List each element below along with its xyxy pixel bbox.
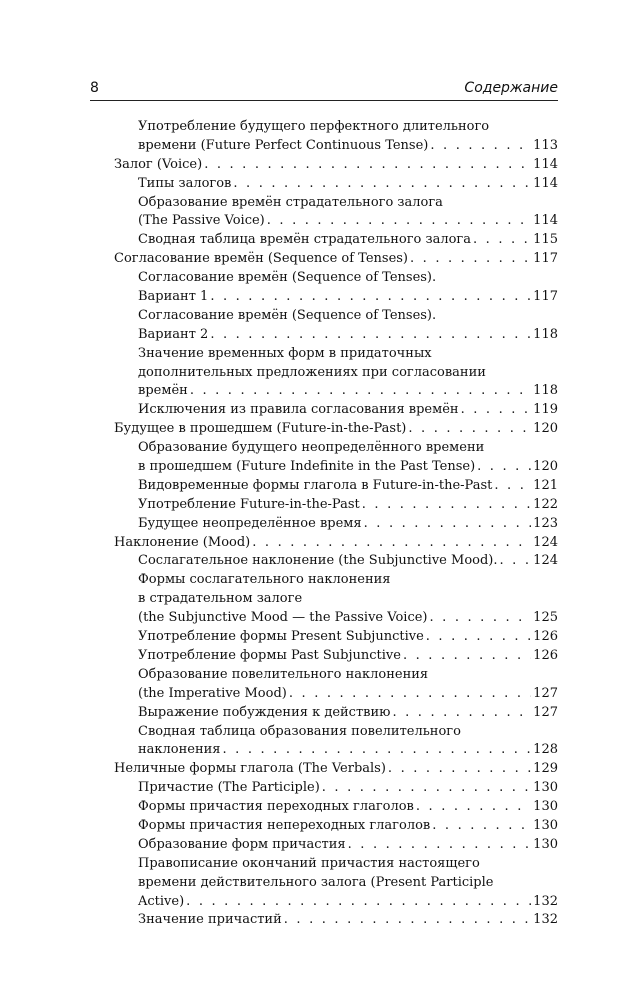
toc-entry-line xyxy=(138,477,558,496)
toc-entry-line xyxy=(138,817,558,836)
dot-leader xyxy=(210,326,531,345)
toc-entry-line xyxy=(114,156,558,175)
toc-entry-text: Употребление формы Present Subjunctive xyxy=(138,629,424,645)
toc-entry-text: времени (Future Perfect Continuous Tense) xyxy=(138,137,429,153)
toc-entry-text: Употребление Future-in-the-Past xyxy=(138,496,360,512)
toc-page-number: 119 xyxy=(533,402,558,418)
toc-entry xyxy=(138,194,558,232)
toc-page-number: 124 xyxy=(533,553,558,569)
toc-entry xyxy=(138,118,558,156)
toc-page-number: 125 xyxy=(533,610,558,626)
toc-page-number: 132 xyxy=(533,912,558,928)
dot-leader xyxy=(432,817,531,836)
toc-entry-text: наклонения xyxy=(138,742,221,758)
toc-entry-text: времён xyxy=(138,383,188,399)
toc-page-number: 123 xyxy=(533,515,558,531)
dot-leader xyxy=(410,250,531,269)
toc-entry-text: Active) xyxy=(138,893,185,909)
toc-entry-line xyxy=(138,175,558,194)
toc-page-number: 114 xyxy=(533,175,558,191)
toc-entry-line xyxy=(138,704,558,723)
toc-entry-line xyxy=(114,250,558,269)
toc-page-number: 126 xyxy=(533,629,558,645)
toc-entry-line xyxy=(138,326,558,345)
toc-page-number: 130 xyxy=(533,817,558,833)
toc-entry-line xyxy=(138,685,558,704)
toc-entry xyxy=(138,439,558,477)
toc-page-number: 130 xyxy=(533,836,558,852)
toc-page-number: 130 xyxy=(533,780,558,796)
toc-page-number: 120 xyxy=(533,421,558,437)
toc-entry xyxy=(138,911,558,930)
toc-entry xyxy=(114,250,558,269)
dot-leader xyxy=(348,836,532,855)
toc-entry xyxy=(138,628,558,647)
toc-entry xyxy=(138,496,558,515)
toc-entry-text: Исключения из правила согласования времён xyxy=(138,402,459,418)
dot-leader xyxy=(289,685,531,704)
section-title: Содержание xyxy=(464,80,558,96)
toc-page-number: 114 xyxy=(533,213,558,229)
toc-entry xyxy=(138,817,558,836)
toc-entry-line xyxy=(114,534,558,553)
toc-entry-line xyxy=(138,798,558,817)
toc-entry-text: Выражение побуждения к действию xyxy=(138,704,391,720)
toc-entry-text: Сослагательное наклонение (the Subjunctive Mood). xyxy=(138,553,498,569)
toc-entry-text: Причастие (The Participle) xyxy=(138,780,320,796)
toc-page-number: 117 xyxy=(533,289,558,305)
toc-entry-text: Согласование времён (Sequence of Tenses). xyxy=(138,270,437,286)
toc-entry xyxy=(138,269,558,307)
toc-entry-text: (The Passive Voice) xyxy=(138,213,265,229)
toc-page-number: 122 xyxy=(533,496,558,512)
toc-entry xyxy=(138,401,558,420)
toc-page-number: 127 xyxy=(533,704,558,720)
dot-leader xyxy=(252,534,531,553)
toc-page-number: 129 xyxy=(533,761,558,777)
toc-page-number: 114 xyxy=(533,156,558,172)
dot-leader xyxy=(204,156,531,175)
toc-page-number: 117 xyxy=(533,251,558,267)
toc-entry-text: Наклонение (Mood) xyxy=(114,534,251,550)
dot-leader xyxy=(403,647,531,666)
toc-entry-text: Употребление формы Past Subjunctive xyxy=(138,647,401,663)
dot-leader xyxy=(233,175,531,194)
toc-entry xyxy=(138,571,558,628)
toc-entry-text: Типы залогов xyxy=(138,175,232,191)
toc-entry-line xyxy=(138,893,558,912)
toc-entry-text: Образование форм причастия xyxy=(138,836,346,852)
toc-entry xyxy=(138,779,558,798)
table-of-contents xyxy=(114,118,558,930)
dot-leader xyxy=(494,477,531,496)
toc-entry-text: Неличные формы глагола (The Verbals) xyxy=(114,761,386,777)
dot-leader xyxy=(364,515,532,534)
toc-entry-text: Будущее неопределённое время xyxy=(138,515,362,531)
toc-entry xyxy=(138,647,558,666)
toc-entry xyxy=(138,666,558,704)
toc-entry-text: Формы причастия переходных глаголов xyxy=(138,799,414,815)
toc-entry-text: времени действительного залога (Present Participle xyxy=(138,874,494,890)
toc-entry-text: (the Subjunctive Mood — the Passive Voice) xyxy=(138,610,428,626)
toc-entry-text: (the Imperative Mood) xyxy=(138,685,287,701)
toc-entry-line xyxy=(138,609,558,628)
toc-entry-text: Значение временных форм в придаточных xyxy=(138,345,432,361)
toc-entry-line xyxy=(114,760,558,779)
toc-page-number: 132 xyxy=(533,893,558,909)
toc-entry xyxy=(138,307,558,345)
dot-leader xyxy=(267,212,531,231)
toc-entry-line xyxy=(138,401,558,420)
toc-entry-text: Формы причастия непереходных глаголов xyxy=(138,817,431,833)
dot-leader xyxy=(408,420,531,439)
dot-leader xyxy=(477,458,531,477)
toc-entry-text: Залог (Voice) xyxy=(114,156,203,172)
toc-entry xyxy=(114,420,558,439)
toc-entry xyxy=(138,552,558,571)
toc-entry-line xyxy=(138,212,558,231)
toc-entry xyxy=(114,760,558,779)
toc-entry-line xyxy=(138,496,558,515)
toc-entry-line xyxy=(138,647,558,666)
toc-page-number: 115 xyxy=(533,232,558,248)
dot-leader xyxy=(322,779,531,798)
toc-entry xyxy=(114,156,558,175)
toc-entry xyxy=(138,855,558,912)
toc-page-number: 118 xyxy=(533,383,558,399)
toc-page-number: 124 xyxy=(533,534,558,550)
dot-leader xyxy=(500,552,532,571)
dot-leader xyxy=(186,893,531,912)
toc-entry xyxy=(138,836,558,855)
toc-entry-text: Правописание окончаний причастия настоящего xyxy=(138,855,480,871)
dot-leader xyxy=(473,231,531,250)
toc-entry xyxy=(138,798,558,817)
toc-entry-text: Видовременные формы глагола в Future-in-the-Past xyxy=(138,477,493,493)
dot-leader xyxy=(416,798,531,817)
dot-leader xyxy=(461,401,532,420)
toc-entry-text: Употребление будущего перфектного длительного xyxy=(138,119,490,134)
dot-leader xyxy=(430,137,531,156)
dot-leader xyxy=(392,704,531,723)
dot-leader xyxy=(430,609,532,628)
toc-entry-line xyxy=(138,515,558,534)
toc-entry-line xyxy=(138,741,558,760)
running-header xyxy=(90,80,558,101)
dot-leader xyxy=(210,288,531,307)
toc-entry-line xyxy=(138,137,558,156)
toc-page-number: 127 xyxy=(533,685,558,701)
toc-entry-text: Образование повелительного наклонения xyxy=(138,666,429,682)
toc-entry-text: Вариант 2 xyxy=(138,326,209,342)
toc-entry-text: дополнительных предложениях при согласовании xyxy=(138,364,486,380)
toc-entry-text: в страдательном залоге xyxy=(138,591,303,607)
toc-entry-line xyxy=(138,552,558,571)
toc-entry-line xyxy=(138,382,558,401)
toc-page-number: 121 xyxy=(533,477,558,493)
dot-leader xyxy=(284,911,531,930)
toc-entry-text: Значение причастий xyxy=(138,912,282,928)
toc-page-number: 128 xyxy=(533,742,558,758)
toc-entry-text: Образование будущего неопределённого времени xyxy=(138,440,485,456)
toc-entry-text: Сводная таблица образования повелительного xyxy=(138,723,461,739)
toc-entry-line xyxy=(138,231,558,250)
toc-page-number: 113 xyxy=(533,137,558,153)
toc-entry-text: Будущее в прошедшем (Future-in-the-Past) xyxy=(114,421,407,437)
toc-entry xyxy=(138,231,558,250)
toc-entry-line xyxy=(138,779,558,798)
toc-page-number: 120 xyxy=(533,459,558,475)
toc-entry xyxy=(138,345,558,402)
toc-page-number: 126 xyxy=(533,647,558,663)
toc-entry-line xyxy=(114,420,558,439)
toc-entry-text: Вариант 1 xyxy=(138,289,209,305)
dot-leader xyxy=(362,496,531,515)
toc-entry-text: Формы сослагательного наклонения xyxy=(138,572,391,588)
toc-page-number: 118 xyxy=(533,326,558,342)
toc-entry xyxy=(138,477,558,496)
toc-entry xyxy=(114,534,558,553)
page-number: 8 xyxy=(90,80,99,96)
toc-page-number: 130 xyxy=(533,799,558,815)
toc-entry-text: Согласование времён (Sequence of Tenses). xyxy=(138,307,437,323)
toc-entry-text: Сводная таблица времён страдательного залога xyxy=(138,232,471,248)
toc-entry xyxy=(138,175,558,194)
toc-entry xyxy=(138,515,558,534)
toc-entry-line xyxy=(138,911,558,930)
toc-entry-line xyxy=(138,836,558,855)
toc-entry-line xyxy=(138,628,558,647)
toc-entry-text: в прошедшем (Future Indefinite in the Past Tense) xyxy=(138,459,476,475)
dot-leader xyxy=(388,760,531,779)
dot-leader xyxy=(223,741,532,760)
dot-leader xyxy=(190,382,531,401)
toc-entry xyxy=(138,704,558,723)
toc-entry xyxy=(138,723,558,761)
toc-entry-text: Согласование времён (Sequence of Tenses) xyxy=(114,251,409,267)
toc-entry-line xyxy=(138,288,558,307)
dot-leader xyxy=(426,628,531,647)
toc-entry-text: Образование времён страдательного залога xyxy=(138,194,443,210)
toc-entry-line xyxy=(138,458,558,477)
